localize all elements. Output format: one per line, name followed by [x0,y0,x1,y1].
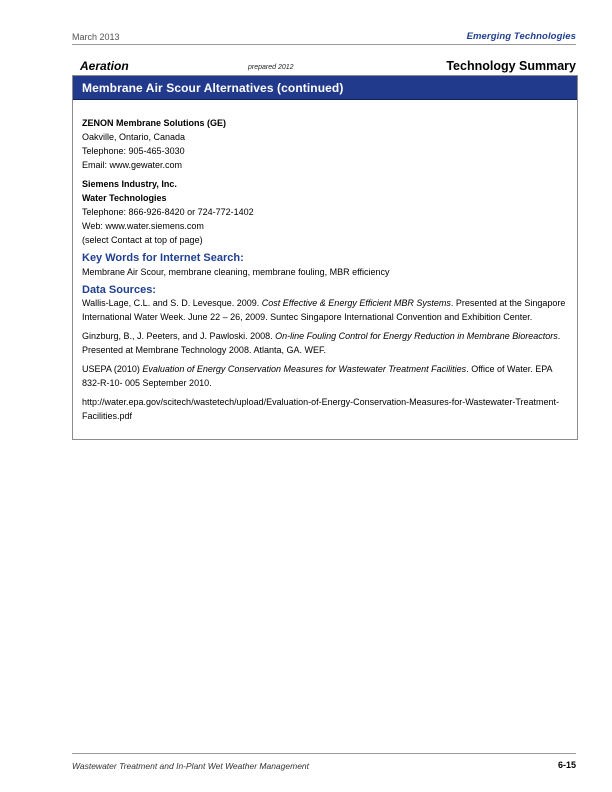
summary-content [82,116,572,423]
reference-url: http://water.epa.gov/scitech/wastetech/upload/Evaluation-of-Energy-Conservation-Measures-for-Wastewater-Treatment-Facilities.pdf [82,397,560,421]
vendor-name: ZENON Membrane Solutions (GE) [82,118,227,128]
vendor-siemens [82,177,572,247]
reference-item: Ginzburg, B., J. Peeters, and J. Pawloski. 2008. On-line Fouling Control for Energy Reduction in Membrane Bioreactors. Presented at Membrane Technology 2008. Atlanta, GA. WEF. [82,331,561,355]
sources-heading: Data Sources: [82,284,156,296]
keywords-heading: Key Words for Internet Search: [82,252,244,264]
vendor-web: Web: www.water.siemens.com [82,221,204,231]
page-number: 6-15 [557,760,576,770]
vendor-note: (select Contact at top of page) [82,235,203,245]
vendor-telephone: Telephone: 905-465-3030 [82,146,185,156]
reference-title: Cost Effective & Energy Efficient MBR Systems [261,298,451,308]
header-section-title: Emerging Technologies [466,31,576,42]
vendor-name: Siemens Industry, Inc. [82,179,177,189]
header-divider [72,44,576,45]
vendor-email: Email: www.gewater.com [82,160,183,170]
reference-item: USEPA (2010) Evaluation of Energy Conservation Measures for Wastewater Treatment Facilities. Office of Water. EPA 832-R-10- 005 September 2010. [82,364,553,388]
summary-box [72,75,578,440]
header-date: March 2013 [72,32,120,42]
vendor-zenon [82,116,572,172]
keywords-text: Membrane Air Scour, membrane cleaning, membrane fouling, MBR efficiency [82,267,390,277]
reference-title: Evaluation of Energy Conservation Measures for Wastewater Treatment Facilities [142,364,467,374]
vendor-telephone: Telephone: 866-926-8420 or 724-772-1402 [82,207,254,217]
reference-item: Wallis-Lage, C.L. and S. D. Levesque. 2009. Cost Effective & Energy Efficient MBR Systems. Presented at the Singapore International Water Week. June 22 – 26, 2009. Suntec Singapore International Convention and Exhibition Center. [82,298,566,322]
reference-title: On-line Fouling Control for Energy Reduction in Membrane Bioreactors [275,331,558,341]
document-type-label: Technology Summary [446,59,576,73]
footer-divider [72,753,576,754]
prepared-label: prepared 2012 [248,64,294,71]
banner-title: Membrane Air Scour Alternatives (continued) [82,81,344,95]
vendor-division: Water Technologies [82,193,167,203]
section-banner [73,76,577,100]
footer-title: Wastewater Treatment and In-Plant Wet Weather Management [72,761,310,771]
category-label: Aeration [80,59,129,73]
vendor-location: Oakville, Ontario, Canada [82,132,186,142]
